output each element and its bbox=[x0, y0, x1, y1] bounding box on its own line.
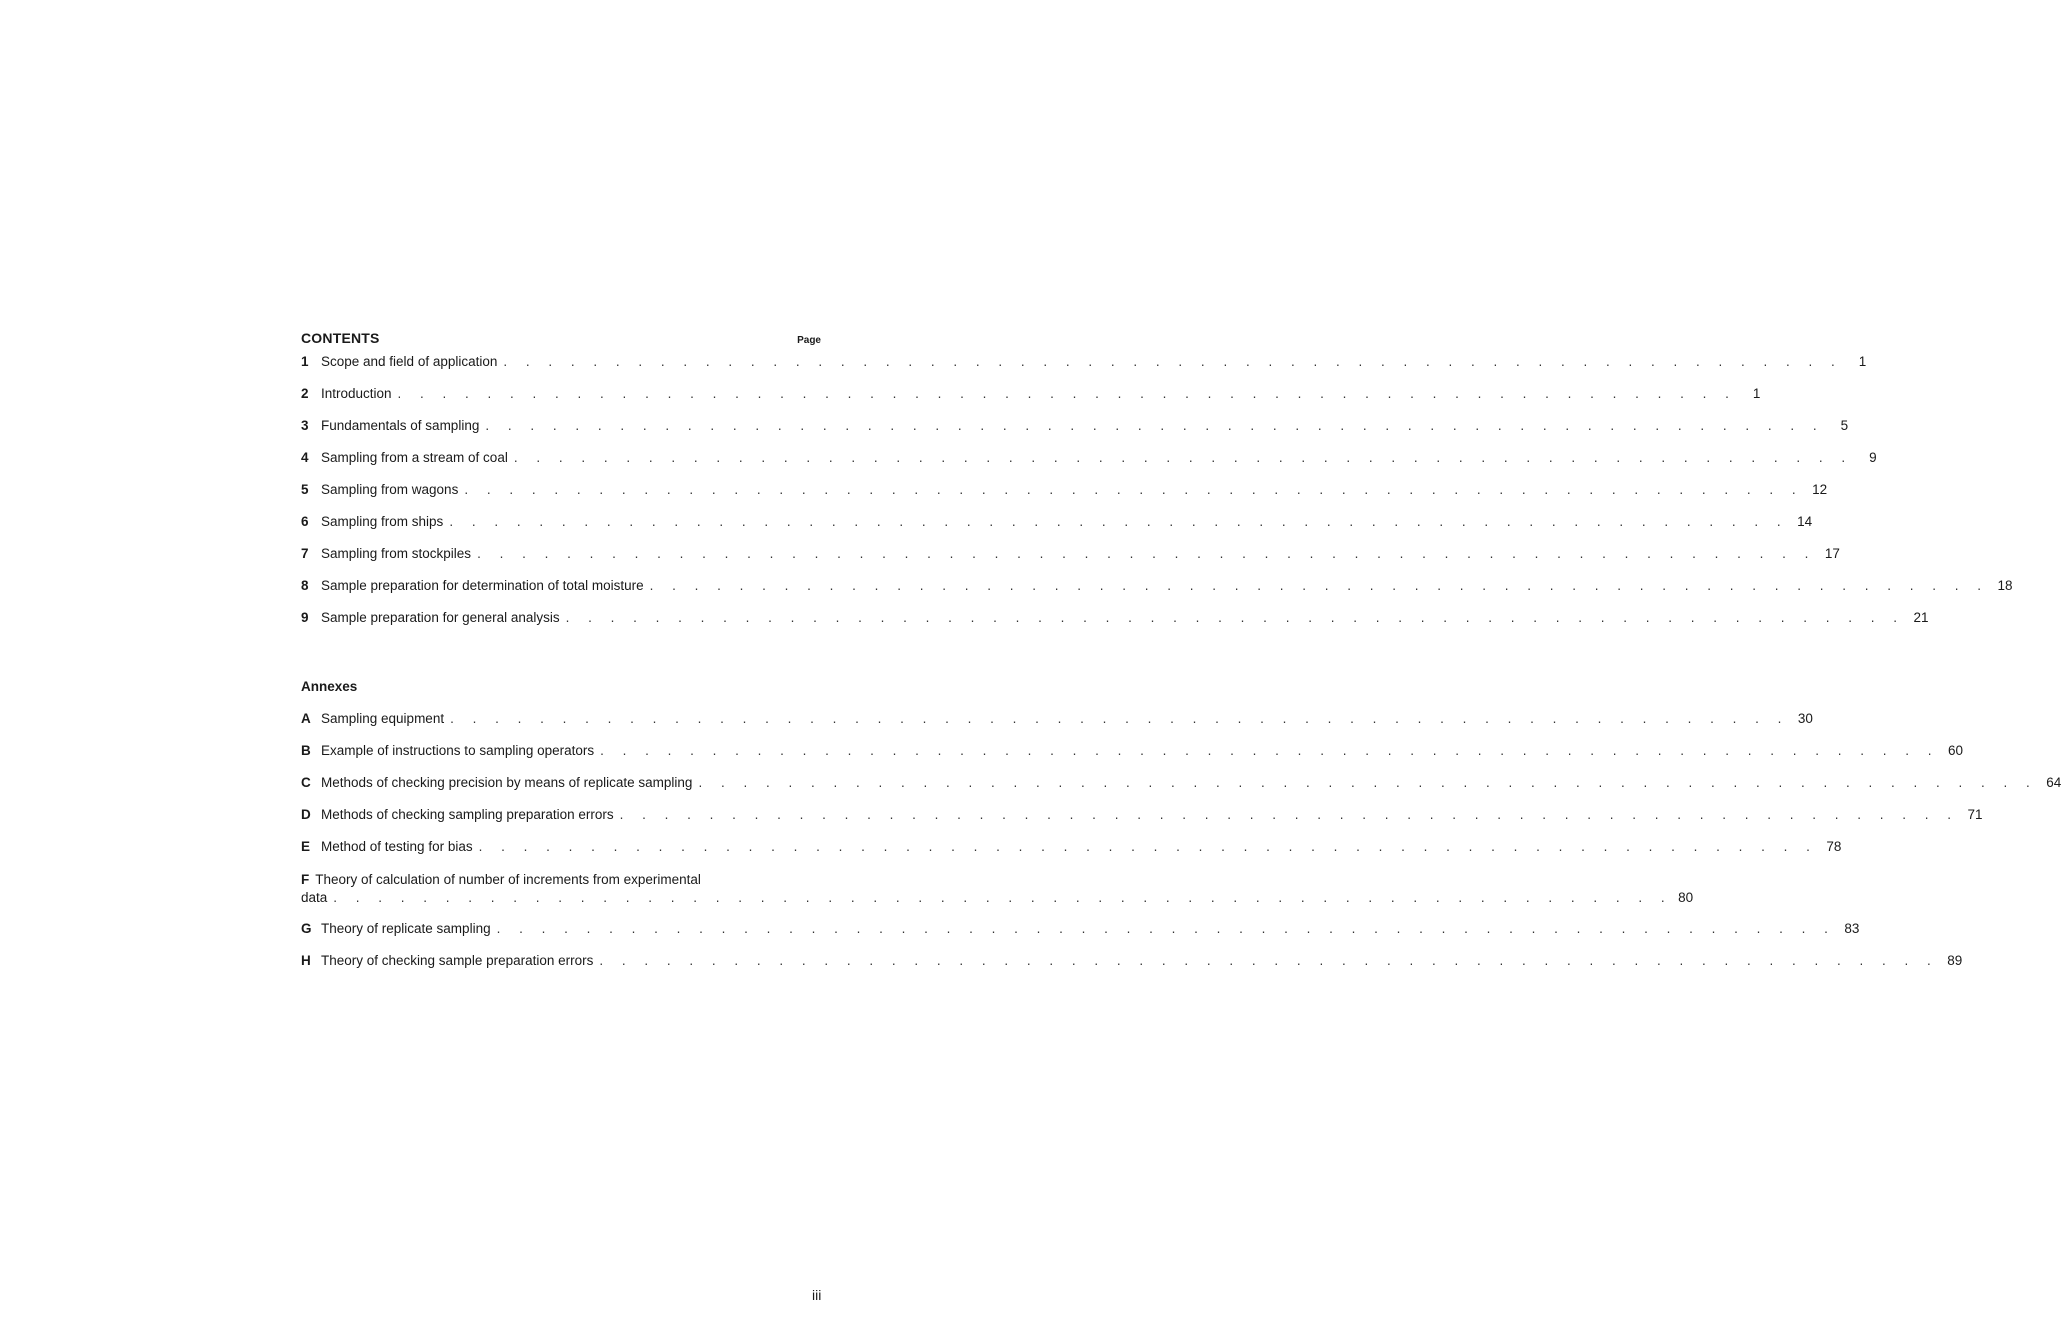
dot-leader: . . . . . . . . . . . . . . . . . . . . . . . . . . . . . . . . . . . . . . . . . . . . . . . . . . . . . . . . . . . . bbox=[599, 953, 1939, 968]
entry-title: Sampling equipment bbox=[321, 711, 445, 726]
page-folio: iii bbox=[812, 1287, 822, 1303]
entry-page: 64 bbox=[2046, 775, 2061, 790]
entry-number: D bbox=[301, 807, 311, 822]
entry-title: Sampling from ships bbox=[321, 514, 444, 529]
entry-number: 8 bbox=[301, 578, 309, 593]
entry-number: A bbox=[301, 711, 311, 726]
dot-leader: . . . . . . . . . . . . . . . . . . . . . . . . . . . . . . . . . . . . . . . . . . . . . . . . . . . . . . . . . . . . bbox=[477, 546, 1816, 561]
entry-number: E bbox=[301, 839, 311, 854]
entry-title: Theory of replicate sampling bbox=[321, 921, 491, 936]
entry-number: 5 bbox=[301, 482, 309, 497]
toc-entry[interactable] bbox=[301, 953, 1963, 985]
entry-number: 7 bbox=[301, 546, 309, 561]
entry-title: Sampling from wagons bbox=[321, 482, 459, 497]
entry-page: 5 bbox=[1840, 418, 1849, 433]
entry-page: 89 bbox=[1947, 953, 1963, 968]
entry-title: Introduction bbox=[321, 386, 392, 401]
dot-leader: . . . . . . . . . . . . . . . . . . . . . . . . . . . . . . . . . . . . . . . . . . . . . . . . . . . . . . . . . . . . bbox=[513, 450, 1853, 465]
dot-leader: . . . . . . . . . . . . . . . . . . . . . . . . . . . . . . . . . . . . . . . . . . . . . . . . . . . . . . . . . . . . bbox=[600, 743, 1939, 758]
entry-page: 14 bbox=[1797, 514, 1813, 529]
entry-number: 2 bbox=[301, 386, 309, 401]
toc-entry[interactable] bbox=[301, 514, 1813, 546]
entry-number: 9 bbox=[301, 610, 309, 625]
dot-leader: . . . . . . . . . . . . . . . . . . . . . . . . . . . . . . . . . . . . . . . . . . . . . . . . . . . . . . . . . . . . bbox=[565, 610, 1905, 625]
contents-header bbox=[301, 330, 821, 354]
entry-title: Scope and field of application bbox=[321, 354, 498, 369]
entry-title: Fundamentals of sampling bbox=[321, 418, 480, 433]
entry-title-line1: Theory of calculation of number of increments from experimental bbox=[315, 872, 701, 887]
entry-number: C bbox=[301, 775, 311, 790]
toc-entry[interactable] bbox=[301, 743, 1963, 775]
entry-number: F bbox=[301, 872, 310, 887]
entry-page: 83 bbox=[1844, 921, 1860, 936]
toc-entry[interactable] bbox=[301, 354, 1867, 386]
entry-page: 60 bbox=[1947, 743, 1963, 758]
entry-title: Theory of checking sample preparation errors bbox=[321, 953, 594, 968]
entry-title: Methods of checking precision by means of replicate sampling bbox=[321, 775, 693, 790]
entry-page: 9 bbox=[1869, 450, 1877, 465]
toc-entry[interactable] bbox=[301, 578, 2013, 610]
dot-leader: . . . . . . . . . . . . . . . . . . . . . . . . . . . . . . . . . . . . . . . . . . . . . . . . . . . . . . . . . . . . bbox=[619, 807, 1959, 822]
entry-page: 12 bbox=[1812, 482, 1828, 497]
dot-leader: . . . . . . . . . . . . . . . . . . . . . . . . . . . . . . . . . . . . . . . . . . . . . . . . . . . . . . . . . . . . bbox=[649, 578, 1989, 593]
page-column-label: Page bbox=[797, 335, 821, 346]
dot-leader: . . . . . . . . . . . . . . . . . . . . . . . . . . . . . . . . . . . . . . . . . . . . . . . . . . . . . . . . . . . . bbox=[503, 354, 1843, 369]
entry-number: 6 bbox=[301, 514, 309, 529]
dot-leader: . . . . . . . . . . . . . . . . . . . . . . . . . . . . . . . . . . . . . . . . . . . . . . . . . . . . . . . . . . . . bbox=[450, 711, 1789, 726]
entry-page: 18 bbox=[1997, 578, 2013, 593]
dot-leader: . . . . . . . . . . . . . . . . . . . . . . . . . . . . . . . . . . . . . . . . . . . . . . . . . . . . . . . . . . . . bbox=[449, 514, 1789, 529]
annexes-title: Annexes bbox=[301, 679, 358, 694]
entry-page: 30 bbox=[1797, 711, 1813, 726]
toc-entry[interactable] bbox=[301, 921, 1860, 953]
entry-title-line2: data bbox=[301, 890, 328, 905]
dot-leader: . . . . . . . . . . . . . . . . . . . . . . . . . . . . . . . . . . . . . . . . . . . . . . . . . . . . . . . . . . . . bbox=[397, 386, 1737, 401]
toc-entry[interactable] bbox=[301, 839, 1842, 871]
toc-entry[interactable] bbox=[301, 546, 1840, 578]
entry-page: 21 bbox=[1913, 610, 1929, 625]
entry-title: Sample preparation for general analysis bbox=[321, 610, 560, 625]
dot-leader: . . . . . . . . . . . . . . . . . . . . . . . . . . . . . . . . . . . . . . . . . . . . . . . . . . . . . . . . . . . . bbox=[464, 482, 1804, 497]
toc-entry[interactable] bbox=[301, 807, 1983, 839]
entry-page: 17 bbox=[1824, 546, 1840, 561]
dot-leader: . . . . . . . . . . . . . . . . . . . . . . . . . . . . . . . . . . . . . . . . . . . . . . . . . . . . . . . . . . . . bbox=[333, 890, 1673, 905]
dot-leader: . . . . . . . . . . . . . . . . . . . . . . . . . . . . . . . . . . . . . . . . . . . . . . . . . . . . . . . . . . . . bbox=[698, 775, 2038, 790]
entry-title: Methods of checking sampling preparation errors bbox=[321, 807, 614, 822]
dot-leader: . . . . . . . . . . . . . . . . . . . . . . . . . . . . . . . . . . . . . . . . . . . . . . . . . . . . . . . . . . . . bbox=[496, 921, 1836, 936]
toc-entry[interactable] bbox=[301, 711, 1813, 743]
toc-entry-annex-f[interactable] bbox=[301, 871, 1694, 921]
toc-entry[interactable] bbox=[301, 482, 1828, 514]
entry-title: Method of testing for bias bbox=[321, 839, 473, 854]
toc-entry[interactable] bbox=[301, 775, 2061, 807]
entry-page: 1 bbox=[1752, 386, 1761, 401]
table-of-contents bbox=[301, 330, 2061, 985]
entry-page: 80 bbox=[1678, 890, 1694, 905]
entry-page: 1 bbox=[1858, 354, 1867, 369]
dot-leader: . . . . . . . . . . . . . . . . . . . . . . . . . . . . . . . . . . . . . . . . . . . . . . . . . . . . . . . . . . . . bbox=[485, 418, 1825, 433]
entry-title: Example of instructions to sampling operators bbox=[321, 743, 595, 758]
entry-title: Sample preparation for determination of total moisture bbox=[321, 578, 644, 593]
entry-number: 4 bbox=[301, 450, 309, 465]
entry-title: Sampling from stockpiles bbox=[321, 546, 472, 561]
entry-page: 78 bbox=[1826, 839, 1842, 854]
contents-title: CONTENTS bbox=[301, 330, 380, 346]
entry-number: 3 bbox=[301, 418, 309, 433]
dot-leader: . . . . . . . . . . . . . . . . . . . . . . . . . . . . . . . . . . . . . . . . . . . . . . . . . . . . . . . . . . . . bbox=[478, 839, 1818, 854]
entry-number: H bbox=[301, 953, 311, 968]
entry-number: G bbox=[301, 921, 312, 936]
entry-number: B bbox=[301, 743, 311, 758]
entry-page: 71 bbox=[1967, 807, 1983, 822]
annexes-list bbox=[301, 711, 2061, 871]
toc-entry[interactable] bbox=[301, 418, 1849, 450]
toc-entry[interactable] bbox=[301, 386, 1761, 418]
entry-title: Sampling from a stream of coal bbox=[321, 450, 508, 465]
toc-entry[interactable] bbox=[301, 610, 1929, 642]
annexes-list-continued bbox=[301, 921, 1963, 985]
toc-entry[interactable] bbox=[301, 450, 1877, 482]
sections-list bbox=[301, 354, 2013, 642]
entry-number: 1 bbox=[301, 354, 309, 369]
